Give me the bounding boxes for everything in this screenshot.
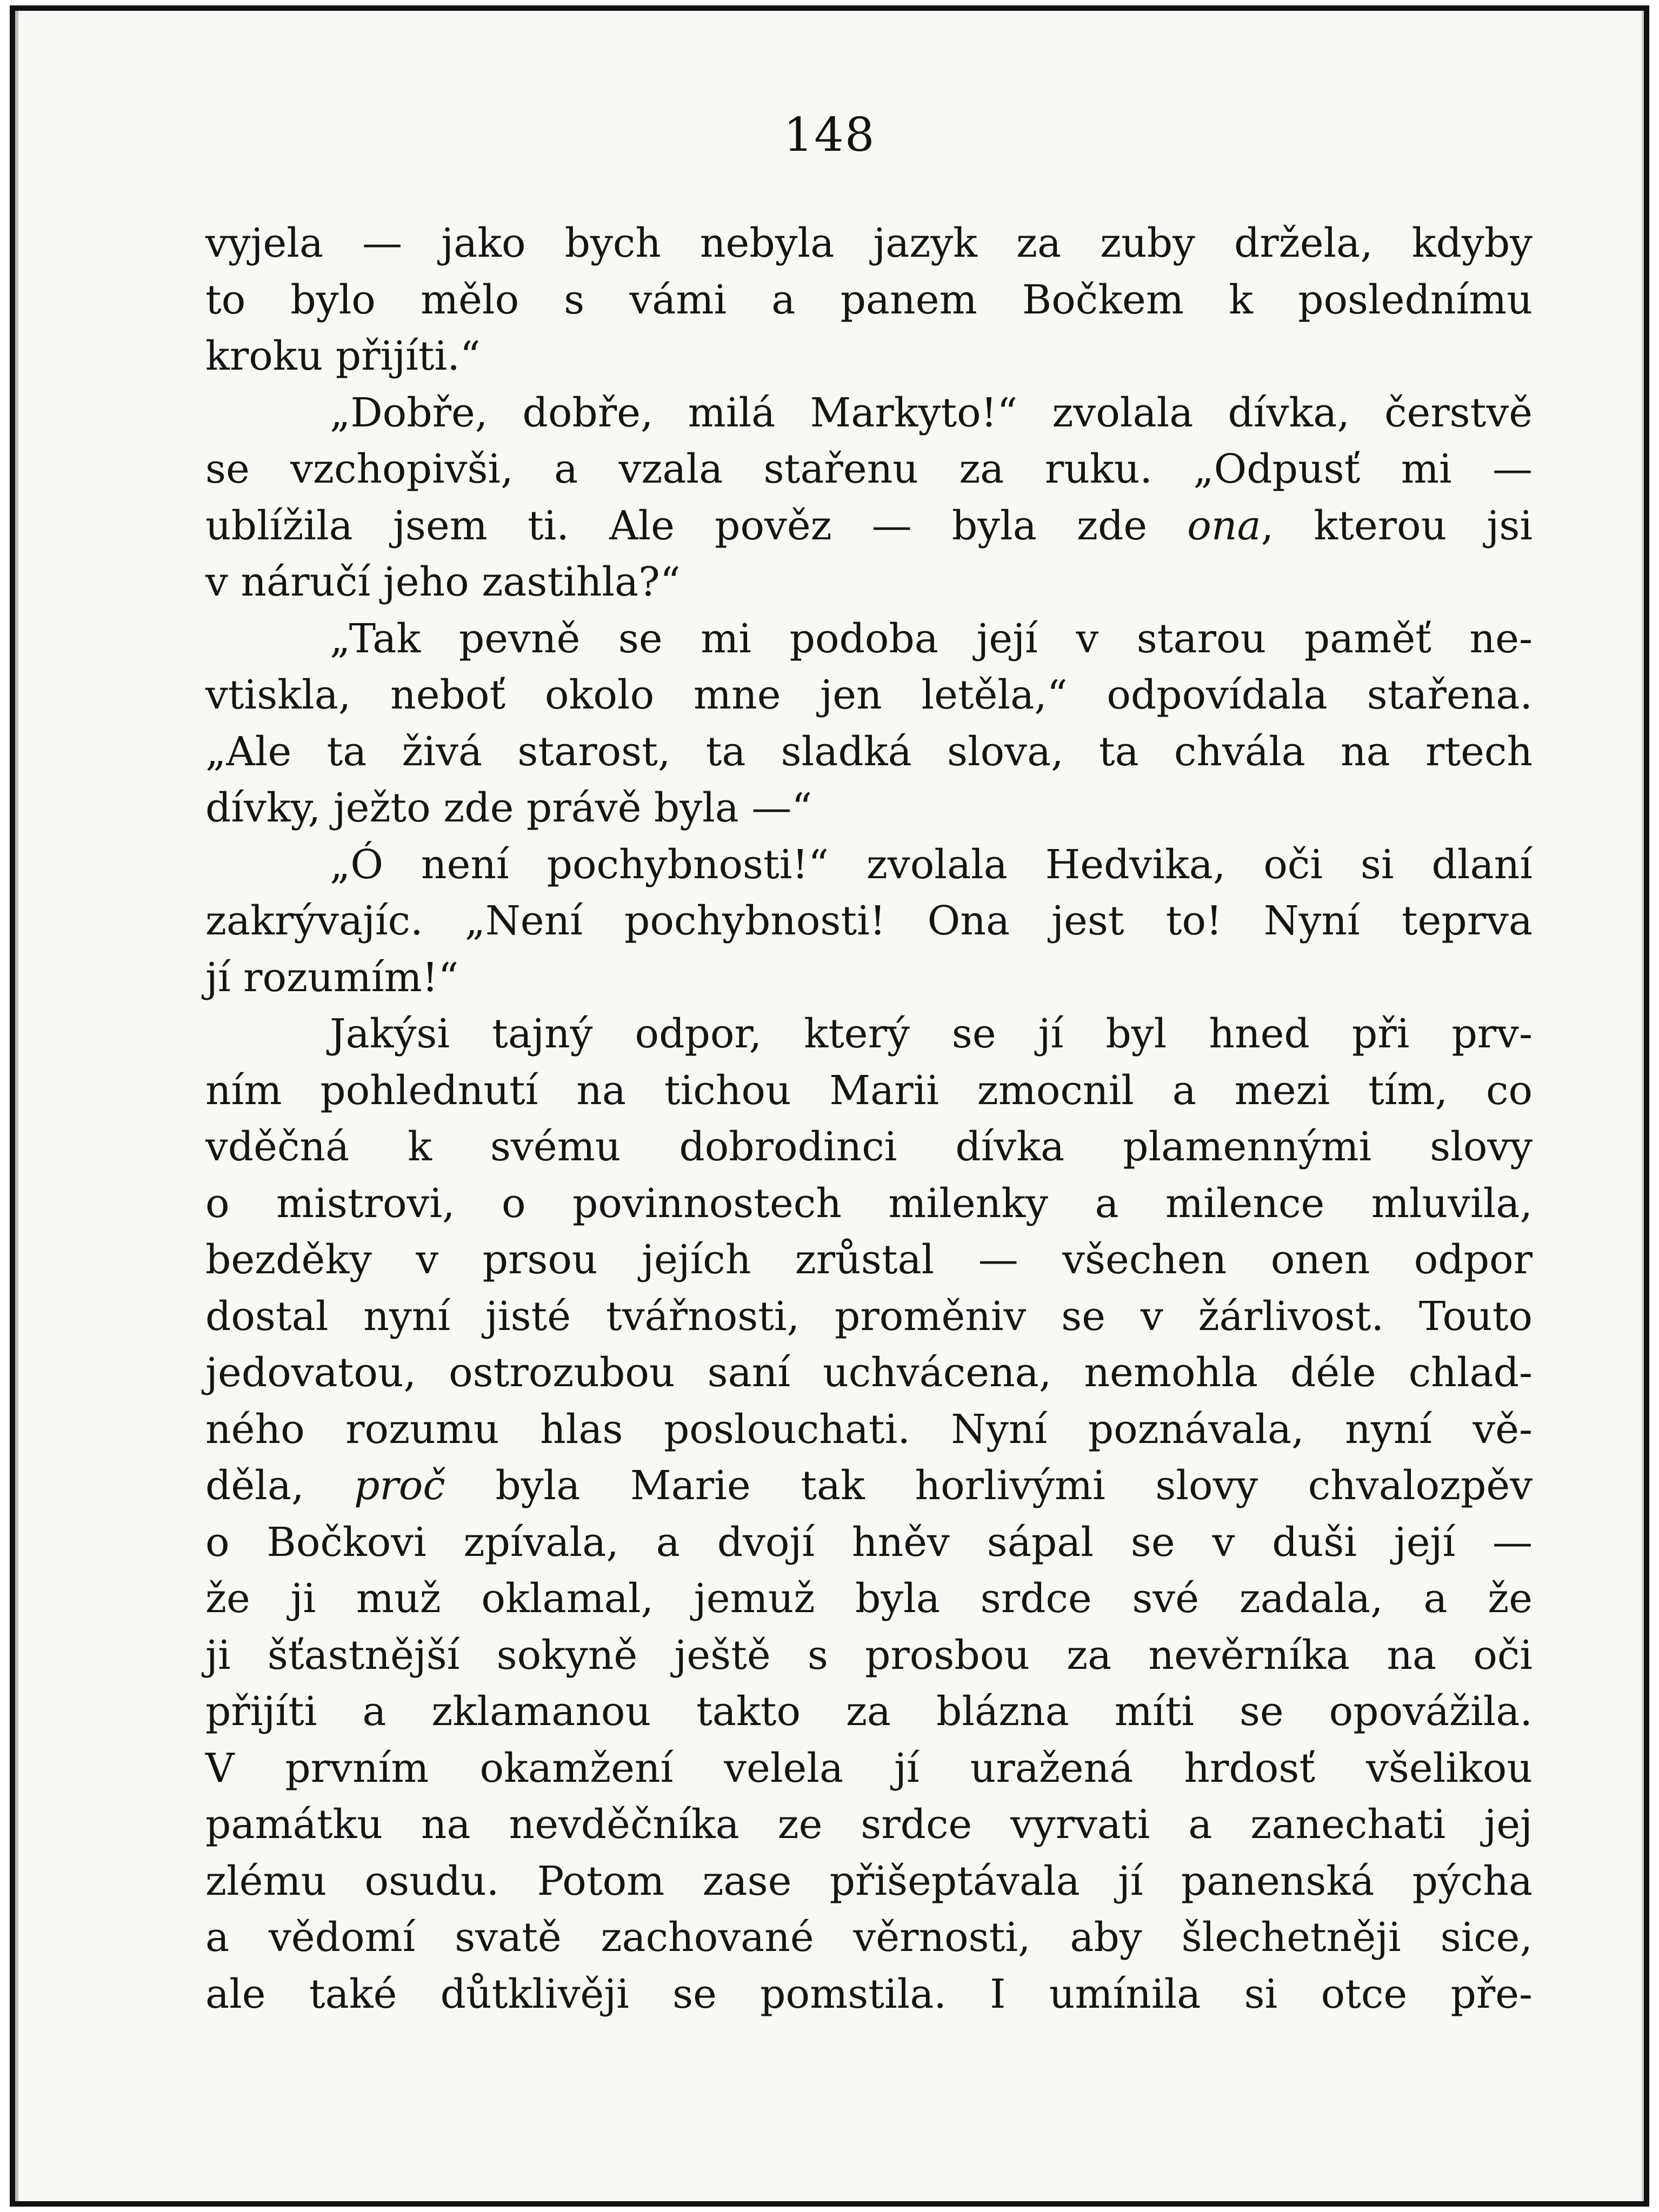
text-line: se vzchopivši, a vzala stařenu za ruku. „Odpusť mi — bbox=[205, 446, 1533, 492]
text-line: ale také důtklivěji se pomstila. I umínila si otce pře- bbox=[205, 1970, 1533, 2017]
text-line: „Ale ta živá starost, ta sladká slova, ta chvála na rtech bbox=[205, 728, 1533, 775]
text-line: ublížila jsem ti. Ale pověz — byla zde ona, kterou jsi bbox=[205, 502, 1533, 549]
text-line: a vědomí svatě zachované věrnosti, aby šlechetněji sice, bbox=[205, 1914, 1533, 1961]
text-line: vtiskla, neboť okolo mne jen letěla,“ odpovídala stařena. bbox=[205, 672, 1533, 718]
text-line: ji šťastnější sokyně ještě s prosbou za nevěrníka na oči bbox=[205, 1632, 1533, 1679]
text-line: Jakýsi tajný odpor, který se jí byl hned při prv- bbox=[330, 1011, 1533, 1057]
text-line: jí rozumím!“ bbox=[205, 954, 459, 1001]
text-line: „Tak pevně se mi podoba její v starou paměť ne- bbox=[330, 615, 1533, 662]
text-line: přijíti a zklamanou takto za blázna míti se opovážila. bbox=[205, 1688, 1533, 1735]
text-line: dívky, ježto zde právě byla —“ bbox=[205, 785, 812, 831]
text-line: kroku přijíti.“ bbox=[205, 333, 481, 379]
text-line: o Bočkovi zpívala, a dvojí hněv sápal se v duši její — bbox=[205, 1519, 1533, 1566]
text-line: dostal nyní jisté tvářnosti, proměniv se v žárlivost. Touto bbox=[205, 1293, 1533, 1340]
page-number: 148 bbox=[783, 108, 876, 162]
text-line: V prvním okamžení velela jí uražená hrdosť všelikou bbox=[205, 1745, 1533, 1792]
text-line: památku na nevděčníka ze srdce vyrvati a zanechati jej bbox=[205, 1801, 1533, 1848]
text-line: bezděky v prsou jejích zrůstal — všechen onen odpor bbox=[205, 1237, 1533, 1283]
text-line: o mistrovi, o povinnostech milenky a milence mluvila, bbox=[205, 1180, 1533, 1227]
text-line: v náručí jeho zastihla?“ bbox=[205, 559, 681, 605]
text-line: „Ó není pochybnosti!“ zvolala Hedvika, oči si dlaní bbox=[330, 841, 1533, 888]
text-line: ného rozumu hlas poslouchati. Nyní poznávala, nyní vě- bbox=[205, 1406, 1533, 1453]
text-line: zakrývajíc. „Není pochybnosti! Ona jest to! Nyní teprva bbox=[205, 898, 1533, 944]
text-line: jedovatou, ostrozubou saní uchvácena, nemohla déle chlad- bbox=[205, 1349, 1533, 1396]
emphasis-word: proč bbox=[354, 1462, 445, 1509]
text-line: to bylo mělo s vámi a panem Bočkem k poslednímu bbox=[205, 276, 1533, 323]
text-line: že ji muž oklamal, jemuž byla srdce své zadala, a že bbox=[205, 1575, 1533, 1622]
text-line: děla, proč byla Marie tak horlivými slovy chvalozpěv bbox=[205, 1462, 1533, 1509]
text-line: zlému osudu. Potom zase přišeptávala jí panenská pýcha bbox=[205, 1857, 1533, 1904]
text-line: vyjela — jako bych nebyla jazyk za zuby držela, kdyby bbox=[205, 220, 1533, 266]
text-line: vděčná k svému dobrodinci dívka plamennými slovy bbox=[205, 1124, 1533, 1170]
text-line: „Dobře, dobře, milá Markyto!“ zvolala dívka, čerstvě bbox=[330, 389, 1533, 436]
body-text bbox=[205, 215, 1533, 2022]
emphasis-word: ona bbox=[1187, 502, 1261, 549]
text-line: ním pohlednutí na tichou Marii zmocnil a mezi tím, co bbox=[205, 1067, 1533, 1114]
